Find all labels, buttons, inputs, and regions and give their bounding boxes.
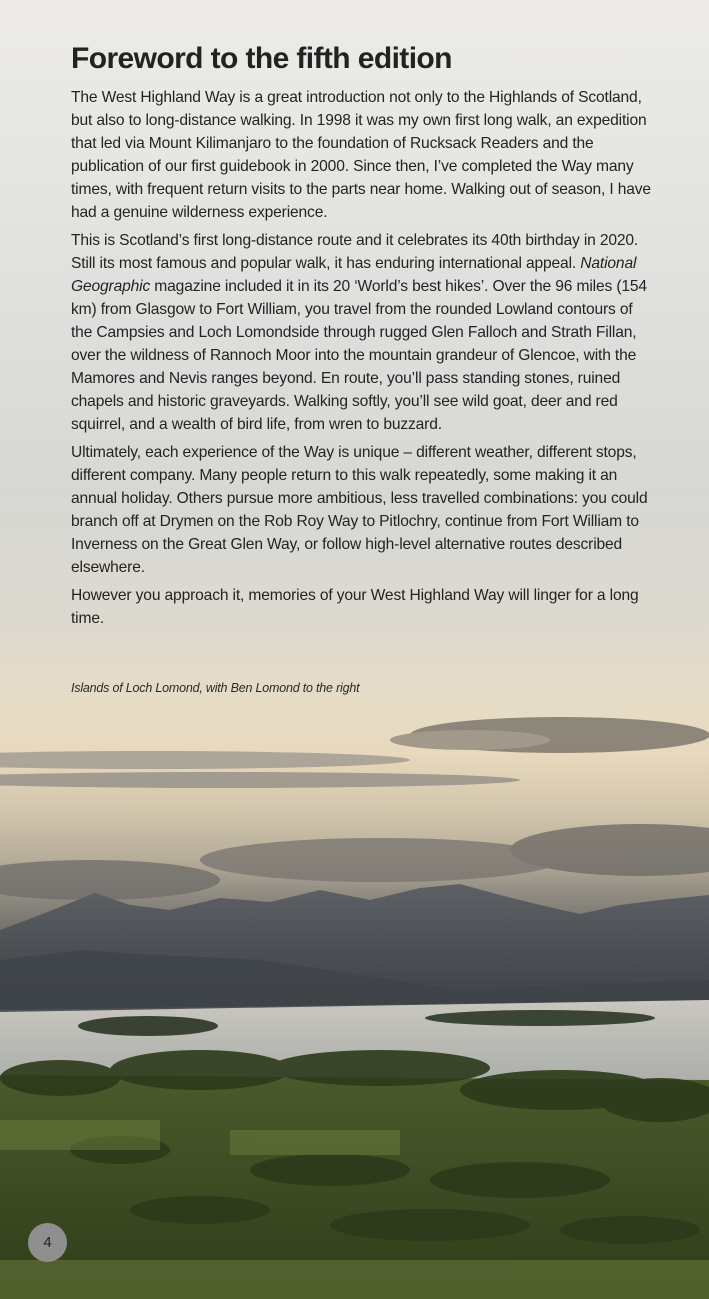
paragraph-2-text-end: magazine included it in its 20 ‘World’s best hikes’. Over the 96 miles (154 km) from Glasgow to Fort William, you travel from the rounded Lowland contours of the Campsies and Loch Lomondside through rugged Glen Falloch and Strath Fillan, over the wildness of Rannoch Moor into the mountain grandeur of Glencoe, with the Mamores and Nevis ranges beyond. En route, you’ll pass standing stones, ruined chapels and historic graveyards. Walking softly, you’ll see wild goat, deer and red squirrel, and a wealth of bird life, from wren to buzzard. [71,278,647,433]
paragraph-4: However you approach it, memories of your West Highland Way will linger for a long time. [71,587,639,627]
paragraph-3: Ultimately, each experience of the Way is unique – different weather, different stops, different company. Many people return to this walk repeatedly, some making it an annual holiday. Others pursue more ambitious, less travelled combinations: you could branch off at Drymen on the Rob Roy Way to Pitlochry, continue from Fort William to Inverness on the Great Glen Way, or follow high-level alternative routes described elsewhere. [71,444,648,576]
page-number-badge: 4 [28,1223,67,1262]
photo-caption: Islands of Loch Lomond, with Ben Lomond to the right [71,681,360,695]
paragraph-1: The West Highland Way is a great introduction not only to the Highlands of Scotland, but also to long-distance walking. In 1998 it was my own first long walk, an expedition that led via Mount Kilimanjaro to the foundation of Rucksack Readers and the publication of our first guidebook in 2000. Since then, I’ve completed the Way many times, with frequent return visits to the parts near home. Walking out of season, I have had a genuine wilderness experience. [71,89,651,221]
paragraph-2 [71,229,656,436]
foreword-text [71,40,656,635]
page-title: Foreword to the fifth edition [71,42,452,75]
paragraph-2-text-start: This is Scotland’s first long-distance route and it celebrates its 40th birthday in 2020. Still its most famous and popular walk, it has enduring international appeal. [71,232,639,272]
magazine-title: National Geographic [71,255,637,295]
clouds [0,717,709,900]
island-right [425,1010,655,1026]
island-left [78,1016,218,1036]
